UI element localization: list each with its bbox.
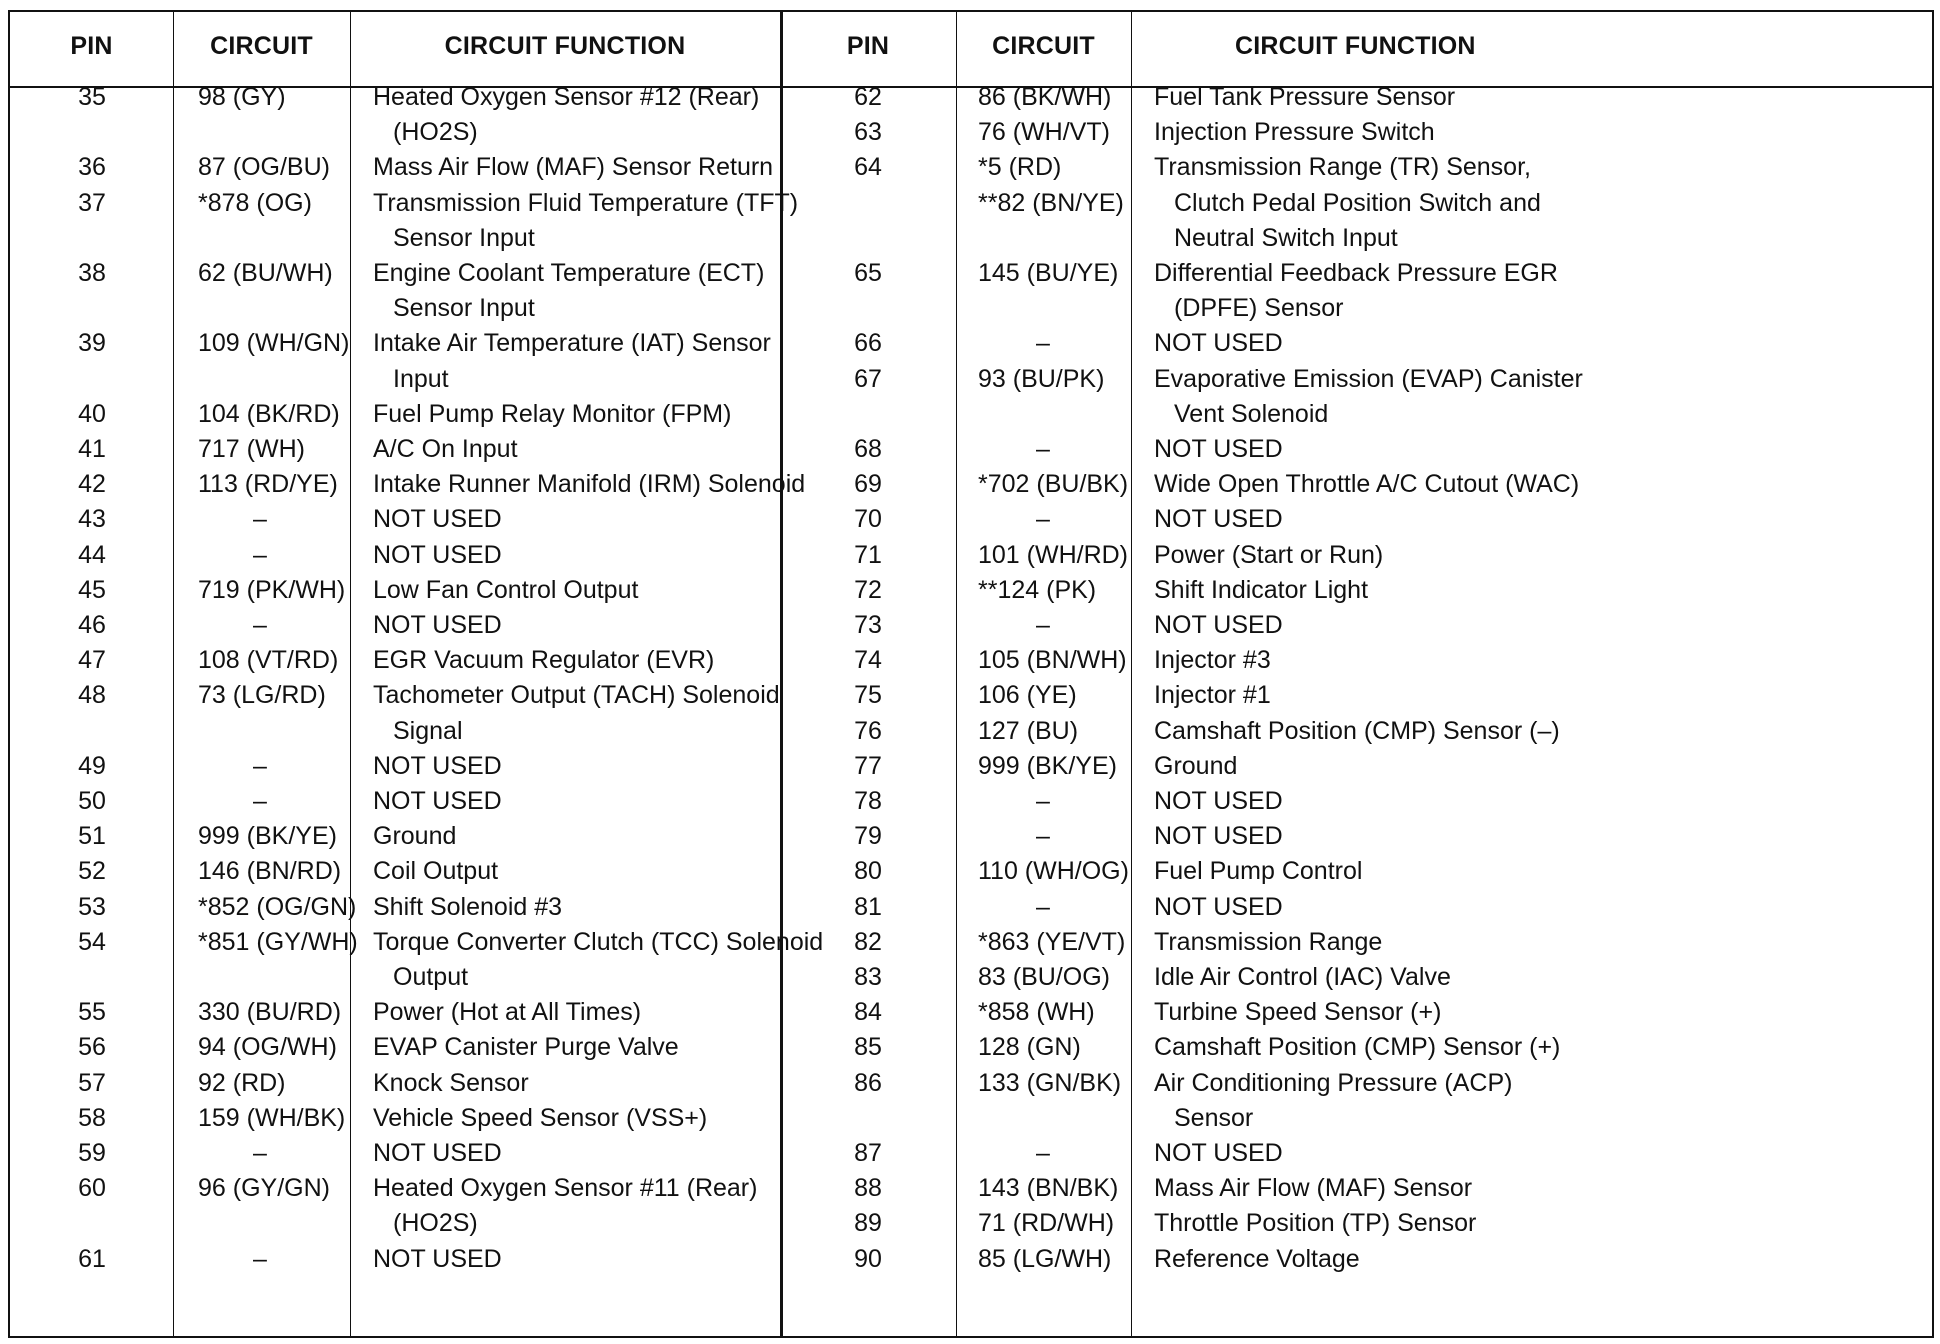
circuit-value: 85 (LG/WH) xyxy=(978,1244,1112,1273)
pin-number: 88 xyxy=(854,1174,882,1203)
function-text: Neutral Switch Input xyxy=(1174,223,1398,252)
header-pin-right: PIN xyxy=(846,32,890,60)
circuit-function xyxy=(1154,538,1383,573)
circuit-function xyxy=(1154,80,1455,115)
circuit-value: – xyxy=(253,787,267,815)
function-text: Signal xyxy=(393,716,463,745)
circuit-function xyxy=(373,256,764,291)
circuit-value: 104 (BK/RD) xyxy=(198,399,340,428)
pin-number: 61 xyxy=(78,1244,106,1273)
pin-number: 78 xyxy=(854,787,882,815)
circuit-value: *5 (RD) xyxy=(978,153,1062,182)
circuit-function xyxy=(373,784,502,819)
circuit-function-continued xyxy=(373,362,449,397)
function-text: (HO2S) xyxy=(393,1209,478,1238)
pin-number: 65 xyxy=(854,259,882,287)
function-text: Camshaft Position (CMP) Sensor (+) xyxy=(1154,1033,1561,1062)
function-text: NOT USED xyxy=(1154,822,1283,851)
circuit-function xyxy=(373,432,518,467)
circuit-value: 62 (BU/WH) xyxy=(198,259,333,287)
pin-number: 72 xyxy=(854,575,882,604)
function-text: Vent Solenoid xyxy=(1174,399,1329,428)
pin-number: 77 xyxy=(854,751,882,780)
pin-number: 89 xyxy=(854,1209,882,1238)
circuit-function xyxy=(373,80,759,115)
header-pin-left: PIN xyxy=(70,32,113,60)
function-text: NOT USED xyxy=(1154,892,1283,921)
circuit-value: 87 (OG/BU) xyxy=(198,153,330,182)
pin-number: 36 xyxy=(78,153,106,182)
circuit-function xyxy=(1154,326,1283,361)
circuit-function xyxy=(1154,643,1271,678)
pin-number: 60 xyxy=(78,1174,106,1203)
function-text: Sensor Input xyxy=(393,294,535,323)
circuit-value: – xyxy=(253,611,267,639)
function-text: Ground xyxy=(1154,751,1238,780)
circuit-function xyxy=(373,1136,502,1171)
circuit-function xyxy=(373,854,498,889)
circuit-value: – xyxy=(1036,892,1050,921)
function-text: Coil Output xyxy=(373,857,499,886)
pin-number: 42 xyxy=(78,470,106,499)
function-text: Clutch Pedal Position Switch and xyxy=(1174,188,1541,217)
circuit-value: 106 (YE) xyxy=(978,681,1077,710)
circuit-function xyxy=(1154,115,1435,150)
pin-number: 35 xyxy=(78,83,106,111)
function-text: NOT USED xyxy=(373,751,502,780)
function-text: Sensor xyxy=(1174,1103,1254,1132)
pin-number: 55 xyxy=(78,998,106,1027)
function-text: NOT USED xyxy=(373,505,502,534)
function-text: Fuel Pump Relay Monitor (FPM) xyxy=(373,399,732,428)
function-text: Fuel Pump Control xyxy=(1154,857,1363,886)
pin-number: 63 xyxy=(854,118,882,147)
circuit-value: – xyxy=(1036,822,1050,851)
circuit-function xyxy=(1154,1242,1360,1277)
function-text: NOT USED xyxy=(1154,505,1283,534)
column-divider xyxy=(350,12,351,1336)
pin-number: 41 xyxy=(78,435,106,463)
function-text: Torque Converter Clutch (TCC) Solenoid xyxy=(373,927,824,956)
function-text: NOT USED xyxy=(373,787,502,815)
function-text: Output xyxy=(393,963,469,991)
function-text: Shift Indicator Light xyxy=(1154,575,1369,604)
circuit-value: – xyxy=(1036,611,1050,639)
circuit-function xyxy=(373,678,780,713)
function-text: Injector #1 xyxy=(1154,681,1271,710)
circuit-function xyxy=(1154,150,1531,185)
pin-number: 54 xyxy=(78,927,106,956)
function-text: Injector #3 xyxy=(1154,646,1271,675)
header-function-right: CIRCUIT FUNCTION xyxy=(1235,32,1476,60)
circuit-value: 145 (BU/YE) xyxy=(978,259,1119,287)
circuit-function xyxy=(373,573,638,608)
pin-number: 51 xyxy=(78,822,106,851)
circuit-value: 86 (BK/WH) xyxy=(978,83,1112,111)
circuit-value: 717 (WH) xyxy=(198,435,305,463)
pin-number: 85 xyxy=(854,1033,882,1062)
pin-number: 52 xyxy=(78,857,106,886)
function-text: Power (Start or Run) xyxy=(1154,540,1384,569)
circuit-function xyxy=(1154,362,1583,397)
circuit-function xyxy=(373,1242,502,1277)
function-text: Transmission Fluid Temperature (TFT) xyxy=(373,188,799,217)
circuit-value: 105 (BN/WH) xyxy=(978,646,1127,675)
function-text: NOT USED xyxy=(1154,329,1283,358)
circuit-function xyxy=(373,608,502,643)
circuit-function xyxy=(1154,256,1558,291)
circuit-value: – xyxy=(253,540,267,569)
pin-number: 56 xyxy=(78,1033,106,1062)
circuit-value: 128 (GN) xyxy=(978,1033,1081,1062)
function-text: Low Fan Control Output xyxy=(373,575,639,604)
function-text: Knock Sensor xyxy=(373,1068,529,1097)
pin-number: 82 xyxy=(854,927,882,956)
circuit-value: 96 (GY/GN) xyxy=(198,1174,330,1203)
circuit-value: *878 (OG) xyxy=(198,188,312,217)
circuit-function xyxy=(1154,784,1283,819)
circuit-function xyxy=(1154,714,1560,749)
circuit-function-continued xyxy=(373,1206,478,1241)
pinout-table xyxy=(8,10,1934,1338)
circuit-value: – xyxy=(253,505,267,534)
circuit-function xyxy=(1154,467,1579,502)
function-text: Injection Pressure Switch xyxy=(1154,118,1435,147)
circuit-function xyxy=(373,643,714,678)
circuit-function xyxy=(1154,819,1283,854)
function-text: Engine Coolant Temperature (ECT) xyxy=(373,259,765,287)
function-text: Input xyxy=(393,364,449,393)
function-text: Differential Feedback Pressure EGR xyxy=(1154,259,1558,287)
circuit-value: *863 (YE/VT) xyxy=(978,927,1126,956)
function-text: (HO2S) xyxy=(393,118,478,147)
function-text: Mass Air Flow (MAF) Sensor Return xyxy=(373,153,774,182)
pin-number: 57 xyxy=(78,1068,106,1097)
circuit-function-continued xyxy=(373,221,535,256)
circuit-function xyxy=(373,749,502,784)
pin-number: 38 xyxy=(78,259,106,287)
circuit-value: **124 (PK) xyxy=(978,575,1097,604)
circuit-value: 113 (RD/YE) xyxy=(198,470,338,499)
function-text: EVAP Canister Purge Valve xyxy=(373,1033,679,1062)
circuit-function xyxy=(373,186,798,221)
circuit-function xyxy=(1154,502,1283,537)
circuit-function-continued xyxy=(373,115,478,150)
circuit-function xyxy=(373,502,502,537)
circuit-function xyxy=(373,1030,679,1065)
pin-number: 74 xyxy=(854,646,882,675)
function-text: NOT USED xyxy=(1154,611,1283,639)
circuit-function-continued xyxy=(1154,186,1541,221)
pin-number: 90 xyxy=(854,1244,882,1273)
pin-number: 70 xyxy=(854,505,882,534)
circuit-function xyxy=(1154,960,1451,995)
circuit-function xyxy=(373,397,731,432)
circuit-value: 76 (WH/VT) xyxy=(978,118,1110,147)
pin-number: 58 xyxy=(78,1103,106,1132)
function-text: Intake Runner Manifold (IRM) Solenoid xyxy=(373,470,806,499)
function-text: A/C On Input xyxy=(373,435,518,463)
circuit-value: – xyxy=(1036,1139,1050,1167)
function-text: Air Conditioning Pressure (ACP) xyxy=(1154,1068,1513,1097)
pin-number: 40 xyxy=(78,399,106,428)
circuit-value: 73 (LG/RD) xyxy=(198,681,326,710)
pin-number: 86 xyxy=(854,1068,882,1097)
circuit-value: 98 (GY) xyxy=(198,83,286,111)
circuit-function xyxy=(1154,854,1362,889)
circuit-value: 330 (BU/RD) xyxy=(198,998,342,1027)
column-divider xyxy=(956,12,957,1336)
function-text: NOT USED xyxy=(1154,435,1283,463)
header-divider xyxy=(10,86,1932,88)
function-text: Turbine Speed Sensor (+) xyxy=(1154,998,1442,1027)
pin-number: 76 xyxy=(854,716,882,745)
circuit-value: 999 (BK/YE) xyxy=(978,751,1117,780)
circuit-function-continued xyxy=(373,291,535,326)
pin-number: 83 xyxy=(854,963,882,991)
function-text: Power (Hot at All Times) xyxy=(373,998,642,1027)
circuit-value: – xyxy=(253,1139,267,1167)
function-text: Vehicle Speed Sensor (VSS+) xyxy=(373,1103,708,1132)
circuit-function xyxy=(1154,608,1283,643)
pin-number: 73 xyxy=(854,611,882,639)
header-function-left: CIRCUIT FUNCTION xyxy=(444,32,686,60)
circuit-function-continued xyxy=(1154,221,1398,256)
circuit-function xyxy=(1154,1206,1476,1241)
circuit-value: *858 (WH) xyxy=(978,998,1095,1027)
function-text: Tachometer Output (TACH) Solenoid xyxy=(373,681,780,710)
function-text: Throttle Position (TP) Sensor xyxy=(1154,1209,1477,1238)
circuit-value: 143 (BN/BK) xyxy=(978,1174,1119,1203)
circuit-function xyxy=(1154,1030,1560,1065)
function-text: NOT USED xyxy=(1154,787,1283,815)
circuit-value: 93 (BU/PK) xyxy=(978,364,1105,393)
circuit-value: 83 (BU/OG) xyxy=(978,963,1110,991)
pin-number: 59 xyxy=(78,1139,106,1167)
circuit-function-continued xyxy=(1154,291,1343,326)
pin-number: 39 xyxy=(78,329,106,358)
function-text: Fuel Tank Pressure Sensor xyxy=(1154,83,1456,111)
pin-number: 66 xyxy=(854,329,882,358)
function-text: NOT USED xyxy=(373,611,502,639)
circuit-function xyxy=(373,150,773,185)
circuit-value: 127 (BU) xyxy=(978,716,1079,745)
function-text: Heated Oxygen Sensor #11 (Rear) xyxy=(373,1174,758,1203)
circuit-value: 94 (OG/WH) xyxy=(198,1033,337,1062)
pin-number: 87 xyxy=(854,1139,882,1167)
circuit-value: 108 (VT/RD) xyxy=(198,646,339,675)
circuit-value: 159 (WH/BK) xyxy=(198,1103,346,1132)
circuit-function-continued xyxy=(1154,1101,1253,1136)
circuit-value: **82 (BN/YE) xyxy=(978,188,1124,217)
circuit-function-continued xyxy=(373,960,468,995)
pin-number: 75 xyxy=(854,681,882,710)
pin-number: 47 xyxy=(78,646,106,675)
circuit-function xyxy=(373,890,562,925)
function-text: Intake Air Temperature (IAT) Sensor xyxy=(373,329,771,358)
circuit-value: 71 (RD/WH) xyxy=(978,1209,1115,1238)
circuit-value: *852 (OG/GN) xyxy=(198,892,357,921)
circuit-function xyxy=(1154,678,1271,713)
function-text: NOT USED xyxy=(373,540,502,569)
circuit-function xyxy=(1154,432,1283,467)
column-divider xyxy=(173,12,174,1336)
circuit-function xyxy=(373,819,456,854)
circuit-function xyxy=(1154,1171,1472,1206)
circuit-function xyxy=(373,467,805,502)
circuit-value: 719 (PK/WH) xyxy=(198,575,346,604)
pin-number: 67 xyxy=(854,364,882,393)
function-text: EGR Vacuum Regulator (EVR) xyxy=(373,646,715,675)
circuit-value: 101 (WH/RD) xyxy=(978,540,1129,569)
pin-number: 68 xyxy=(854,435,882,463)
circuit-function xyxy=(373,1101,707,1136)
circuit-function xyxy=(373,925,823,960)
circuit-value: – xyxy=(253,751,267,780)
function-text: Heated Oxygen Sensor #12 (Rear) xyxy=(373,83,760,111)
column-divider xyxy=(1131,12,1132,1336)
function-text: NOT USED xyxy=(373,1139,502,1167)
pin-number: 44 xyxy=(78,540,106,569)
function-text: NOT USED xyxy=(1154,1139,1283,1167)
circuit-function xyxy=(1154,1136,1283,1171)
circuit-function xyxy=(373,326,771,361)
circuit-function-continued xyxy=(373,714,463,749)
pin-number: 71 xyxy=(854,540,882,569)
pin-number: 37 xyxy=(78,188,106,217)
circuit-value: 92 (RD) xyxy=(198,1068,286,1097)
function-text: Idle Air Control (IAC) Valve xyxy=(1154,963,1451,991)
circuit-function xyxy=(1154,995,1441,1030)
pin-number: 49 xyxy=(78,751,106,780)
pin-number: 46 xyxy=(78,611,106,639)
pin-number: 45 xyxy=(78,575,106,604)
pin-number: 48 xyxy=(78,681,106,710)
circuit-value: 146 (BN/RD) xyxy=(198,857,342,886)
function-text: Ground xyxy=(373,822,457,851)
circuit-function xyxy=(373,1066,529,1101)
circuit-function xyxy=(373,538,502,573)
circuit-function-continued xyxy=(1154,397,1328,432)
pin-number: 43 xyxy=(78,505,106,534)
circuit-value: 999 (BK/YE) xyxy=(198,822,337,851)
header-circuit-right: CIRCUIT xyxy=(992,32,1095,60)
circuit-function xyxy=(1154,749,1237,784)
circuit-value: – xyxy=(1036,505,1050,534)
pin-number: 80 xyxy=(854,857,882,886)
circuit-value: 109 (WH/GN) xyxy=(198,329,350,358)
function-text: Reference Voltage xyxy=(1154,1244,1360,1273)
pin-number: 79 xyxy=(854,822,882,851)
pin-number: 50 xyxy=(78,787,106,815)
circuit-value: – xyxy=(1036,435,1050,463)
pin-number: 64 xyxy=(854,153,882,182)
pin-number: 69 xyxy=(854,470,882,499)
circuit-value: 110 (WH/OG) xyxy=(978,857,1129,886)
circuit-value: *702 (BU/BK) xyxy=(978,470,1129,499)
circuit-value: – xyxy=(1036,787,1050,815)
circuit-function xyxy=(1154,1066,1512,1101)
function-text: Wide Open Throttle A/C Cutout (WAC) xyxy=(1154,470,1580,499)
function-text: Mass Air Flow (MAF) Sensor xyxy=(1154,1174,1473,1203)
pin-number: 62 xyxy=(854,83,882,111)
circuit-value: *851 (GY/WH) xyxy=(198,927,358,956)
function-text: Sensor Input xyxy=(393,223,535,252)
function-text: NOT USED xyxy=(373,1244,502,1273)
circuit-function xyxy=(1154,573,1368,608)
function-text: Camshaft Position (CMP) Sensor (–) xyxy=(1154,716,1560,745)
circuit-function xyxy=(1154,925,1382,960)
circuit-function xyxy=(373,1171,757,1206)
circuit-function xyxy=(373,995,641,1030)
circuit-value: – xyxy=(1036,329,1050,358)
function-text: Evaporative Emission (EVAP) Canister xyxy=(1154,364,1583,393)
header-circuit-left: CIRCUIT xyxy=(210,32,313,60)
function-text: Transmission Range xyxy=(1154,927,1383,956)
circuit-value: 133 (GN/BK) xyxy=(978,1068,1122,1097)
function-text: Shift Solenoid #3 xyxy=(373,892,563,921)
circuit-value: – xyxy=(253,1244,267,1273)
pin-number: 53 xyxy=(78,892,106,921)
circuit-function xyxy=(1154,890,1283,925)
pin-number: 84 xyxy=(854,998,882,1027)
function-text: Transmission Range (TR) Sensor, xyxy=(1154,153,1531,182)
function-text: (DPFE) Sensor xyxy=(1174,294,1344,323)
pin-number: 81 xyxy=(854,892,882,921)
